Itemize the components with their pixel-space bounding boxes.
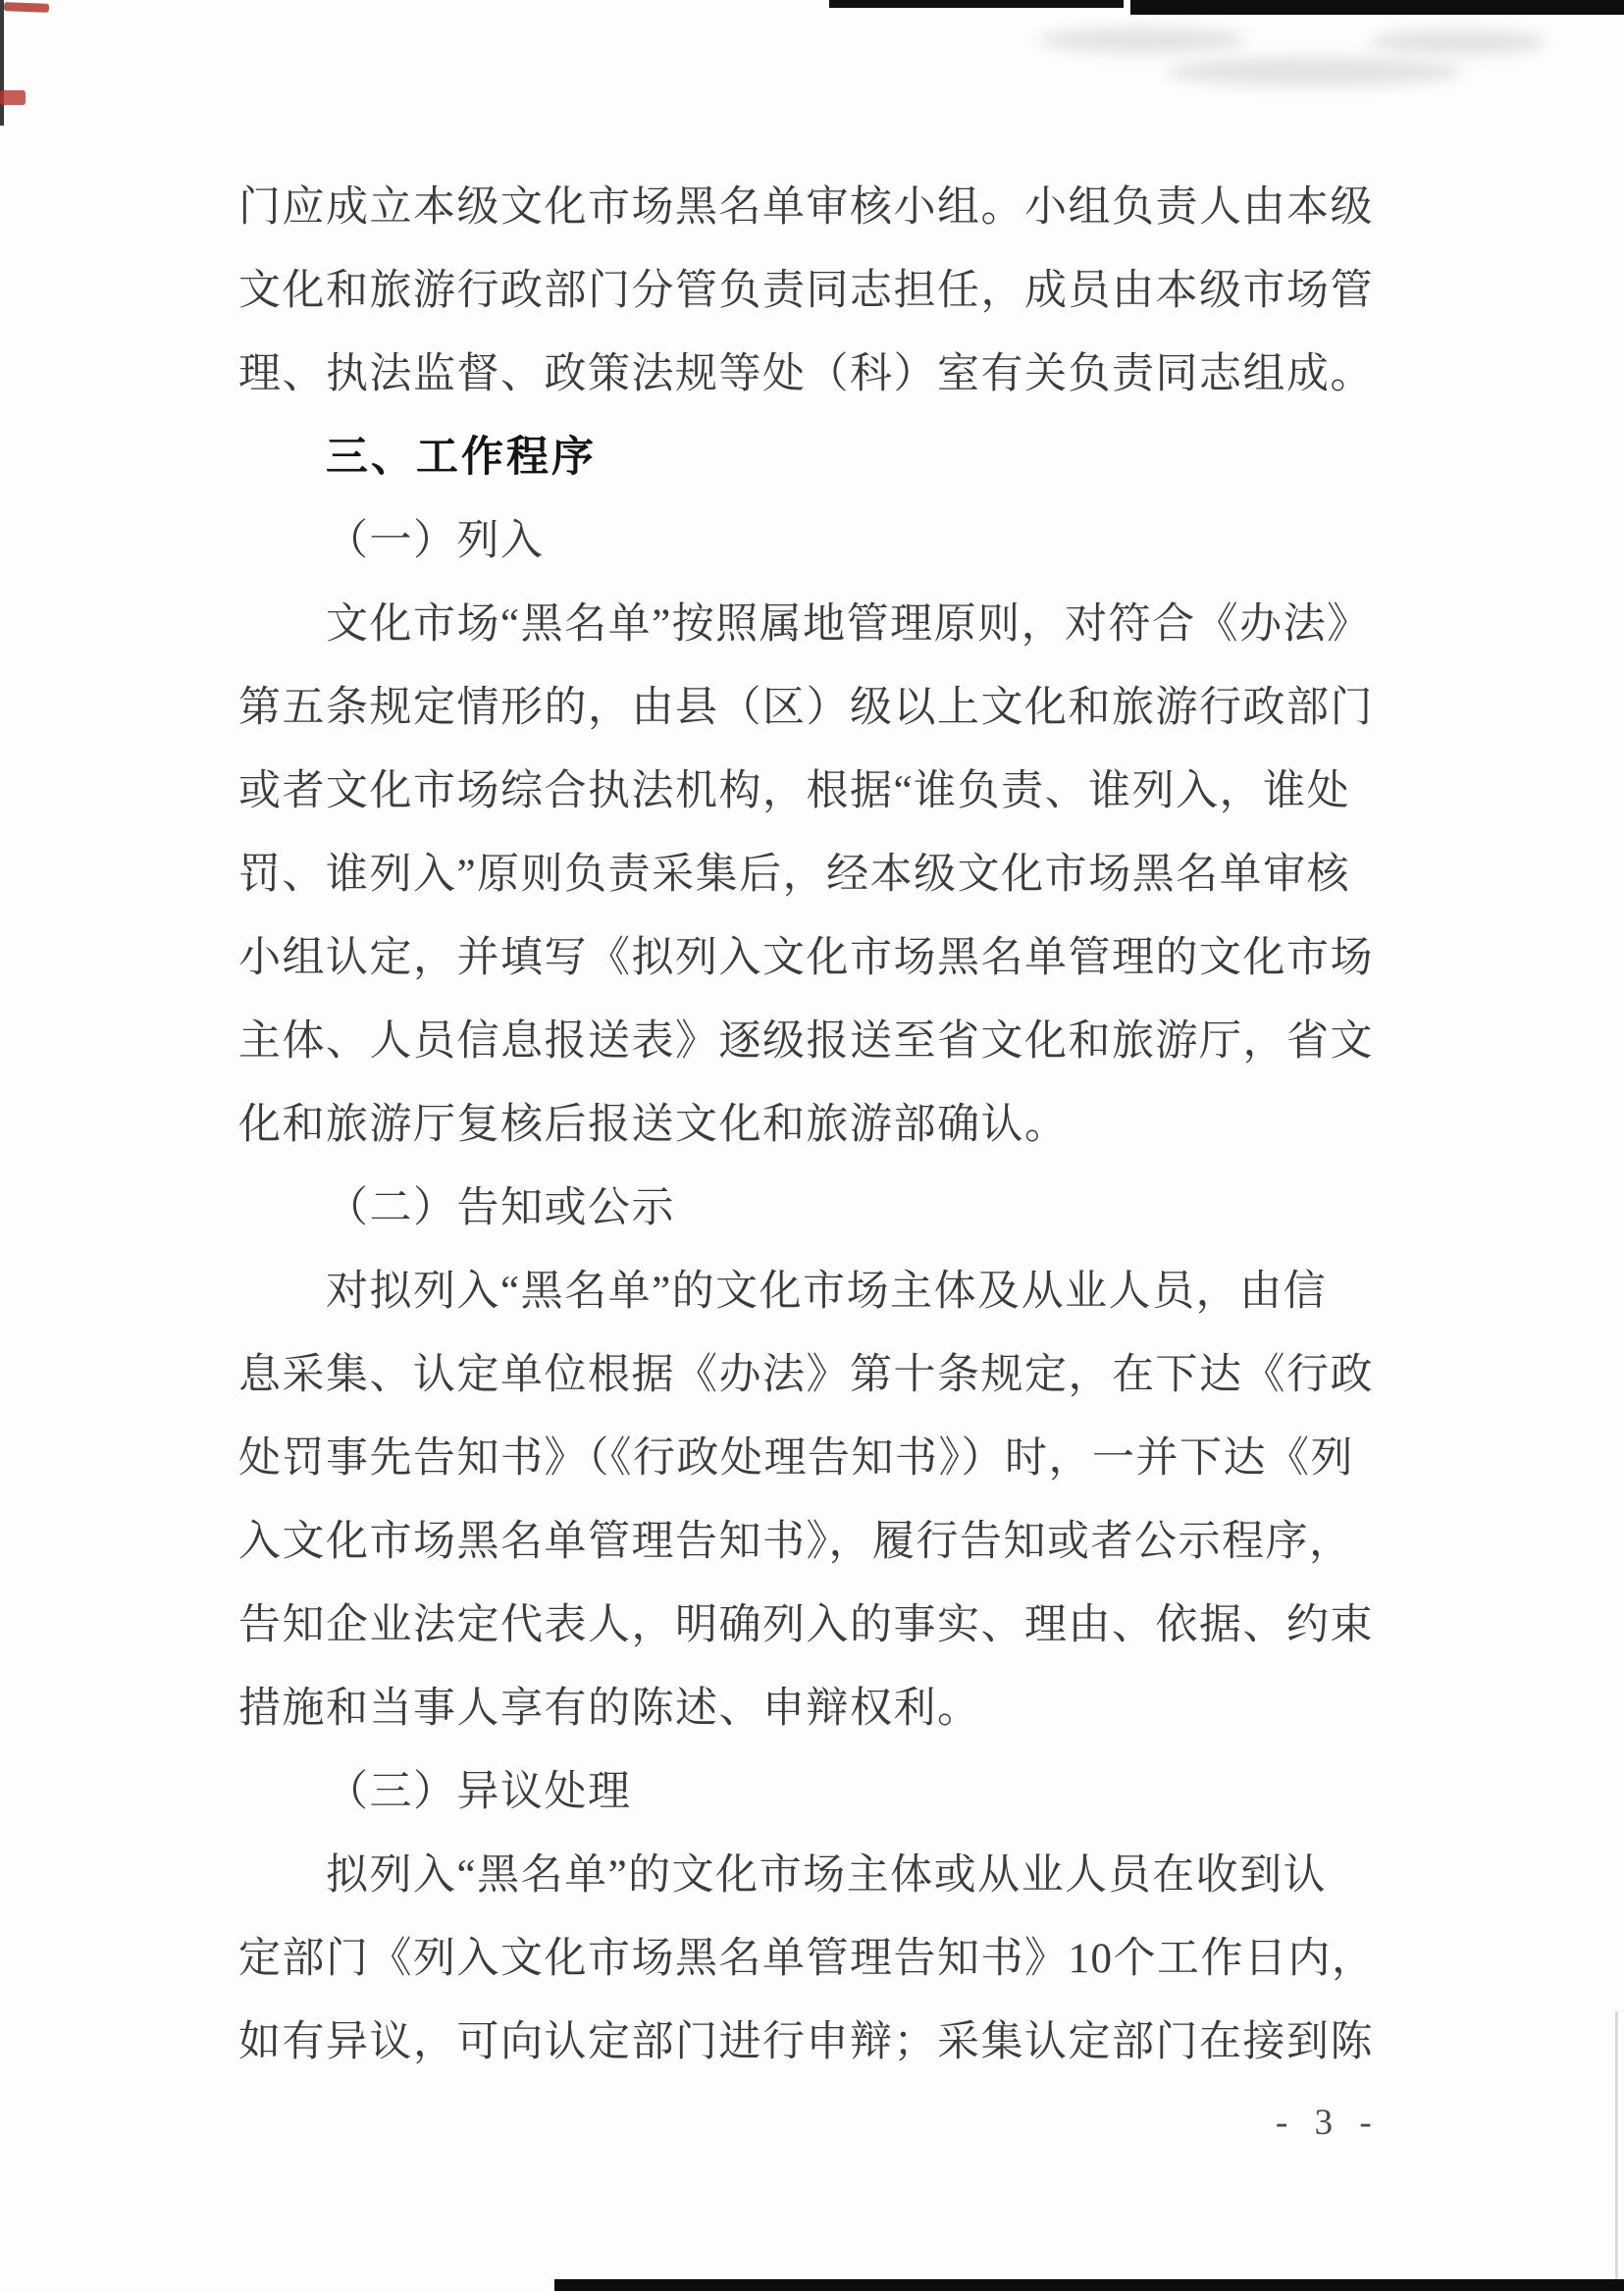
section-heading: 三、工作程序 xyxy=(326,434,597,481)
text-line: 处罚事先告知书》（《行政处理告知书》）时，一并下达《列 xyxy=(238,1435,1354,1482)
text-line: 第五条规定情形的，由县（区）级以上文化和旅游行政部门 xyxy=(238,685,1374,731)
text-line: 措施和当事人享有的陈述、申辩权利。 xyxy=(238,1686,981,1732)
text-line: 化和旅游厅复核后报送文化和旅游部确认。 xyxy=(238,1102,1069,1148)
text-line: 息采集、认定单位根据《办法》第十条规定，在下达《行政 xyxy=(238,1352,1374,1398)
scan-smudge xyxy=(1168,57,1462,86)
text-line: 门应成立本级文化市场黑名单审核小组。小组负责人由本级 xyxy=(238,184,1374,231)
text-line: 罚、谁列入”原则负责采集后，经本级文化市场黑名单审核 xyxy=(238,852,1351,898)
scan-edge-streak xyxy=(1615,2011,1618,2291)
subsection-heading: （三）异议处理 xyxy=(326,1769,632,1815)
text-line: 告知企业法定代表人，明确列入的事实、理由、依据、约束 xyxy=(238,1602,1374,1648)
text-line: 文化和旅游行政部门分管负责同志担任，成员由本级市场管 xyxy=(238,268,1374,314)
top-redaction-bar-right xyxy=(1130,0,1624,15)
page-edge-shadow xyxy=(0,0,4,126)
text-line: 理、执法监督、政策法规等处（科）室有关负责同志组成。 xyxy=(238,351,1374,397)
paragraph-start: 文化市场“黑名单”按照属地管理原则，对符合《办法》 xyxy=(326,601,1371,648)
scan-smudge xyxy=(1040,27,1246,53)
text-line: 小组认定，并填写《拟列入文化市场黑名单管理的文化市场 xyxy=(238,935,1374,981)
text-line: 或者文化市场综合执法机构，根据“谁负责、谁列入，谁处 xyxy=(238,768,1351,814)
text-line: 主体、人员信息报送表》逐级报送至省文化和旅游厅，省文 xyxy=(238,1018,1374,1065)
subsection-heading: （一）列入 xyxy=(326,518,545,564)
paragraph-start: 对拟列入“黑名单”的文化市场主体及从业人员，由信 xyxy=(326,1269,1328,1315)
bottom-redaction-bar xyxy=(554,2279,1624,2291)
text-line: 入文化市场黑名单管理告知书》，履行告知或者公示程序， xyxy=(238,1519,1353,1565)
paragraph-start: 拟列入“黑名单”的文化市场主体或从业人员在收到认 xyxy=(326,1852,1328,1899)
scan-smudge xyxy=(1369,29,1545,55)
top-redaction-bar-left xyxy=(829,0,1124,8)
subsection-heading: （二）告知或公示 xyxy=(326,1185,675,1231)
text-line: 如有异议，可向认定部门进行申辩；采集认定部门在接到陈 xyxy=(238,2019,1374,2065)
red-margin-mark xyxy=(4,2,49,13)
text-line: 定部门《列入文化市场黑名单管理告知书》10个工作日内， xyxy=(238,1936,1376,1982)
page-number: - 3 - xyxy=(1276,2103,1381,2143)
document-body xyxy=(238,166,1396,2084)
red-margin-mark xyxy=(0,90,26,105)
